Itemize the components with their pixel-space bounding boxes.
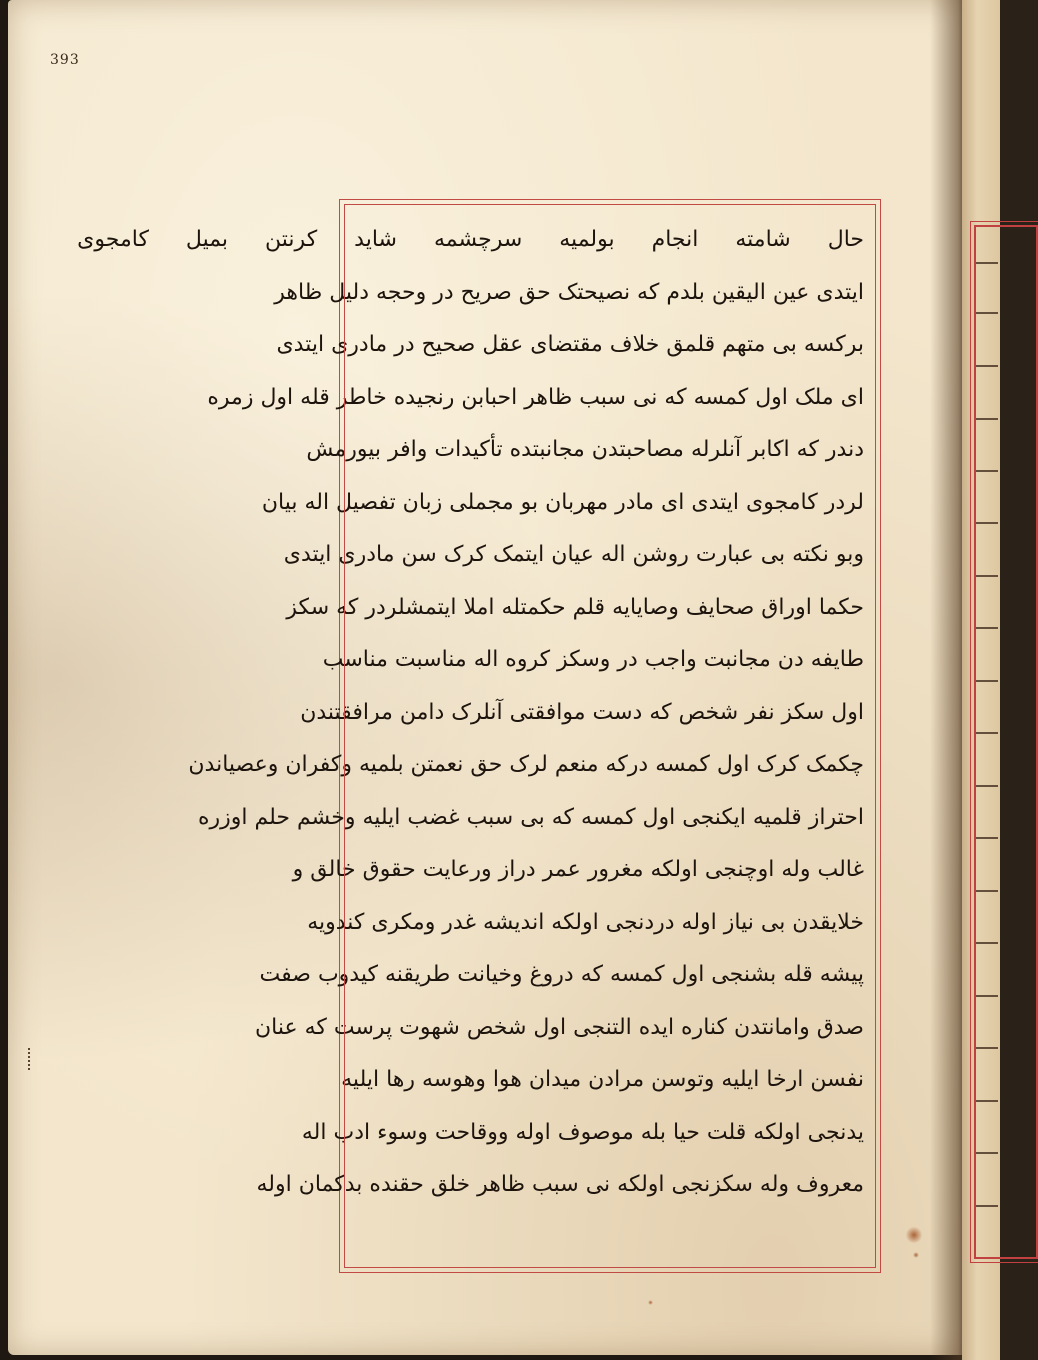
- text-lines: [77, 214, 864, 1262]
- facing-page-line: [976, 1100, 998, 1102]
- facing-page-frame: [974, 225, 1038, 1259]
- text-line: خلایقدن بی نیاز اوله دردنجی اولکه اندیشه غدر ومکری کندویه: [307, 909, 864, 935]
- ink-stain: [913, 1252, 919, 1258]
- facing-page-line: [976, 418, 998, 420]
- facing-page-line: [976, 1152, 998, 1154]
- text-line: غالب وله اوچنجی اولکه مغرور عمر دراز ورعایت حقوق خالق و: [292, 857, 864, 882]
- facing-page-line: [976, 837, 998, 839]
- facing-page-line: [976, 995, 998, 997]
- ink-stain: [906, 1226, 922, 1244]
- text-line: احتراز قلمیه ایکنجی اول کمسه که بی سبب غضب ایلیه وخشم حلم اوزره: [197, 804, 864, 830]
- ink-stain: [648, 1300, 653, 1305]
- facing-page-line: [976, 785, 998, 787]
- facing-page-edge: [962, 0, 1000, 1360]
- facing-page-line: [976, 262, 998, 264]
- folio-number: 393: [50, 52, 80, 68]
- text-line: نفسن ارخا ایلیه وتوسن مرادن میدان هوا وهوسه رها ایلیه: [341, 1067, 864, 1092]
- facing-page-line: [976, 575, 998, 577]
- text-line: صدق وامانتدن کناره ایده التنجی اول شخص شهوت پرست که عنان: [255, 1014, 864, 1040]
- text-frame: [77, 199, 881, 1273]
- facing-page-line: [976, 365, 998, 367]
- text-line: دندر که اکابر آنلرله مصاحبتدن مجانبتده تأکیدات وافر بیورمش: [306, 437, 864, 462]
- facing-page-line: [976, 942, 998, 944]
- facing-page-line: [976, 890, 998, 892]
- text-line: پیشه قله بشنجی اول کمسه که دروغ وخیانت طریقنه کیدوب صفت: [259, 962, 864, 987]
- facing-page-line: [976, 732, 998, 734]
- text-line: حکما اوراق صحایف وصایایه قلم حکمتله املا ایتمشلردر که سکز: [286, 594, 864, 620]
- text-line: طایفه دن مجانبت واجب در وسکز کروه اله مناسبت مناسب: [322, 647, 864, 672]
- text-line: حال شامته انجام بولمیه سرچشمه شاید کرنتن بمیل کامجوی: [77, 227, 864, 252]
- text-line: لردر کامجوی ایتدی ای مادر مهربان بو مجملی زبان تفصیل اله بیان: [261, 489, 864, 515]
- facing-page-line: [976, 522, 998, 524]
- text-line: یدنجی اولکه قلت حیا بله موصوف اوله ووقاحت وسوء ادب اله: [301, 1119, 864, 1145]
- text-line: برکسه بی متهم قلمق خلاف مقتضای عقل صحیح در مادری ایتدی: [276, 332, 864, 357]
- text-line: ای ملک اول کمسه که نی سبب ظاهر احبابن رنجیده خاطر قله اول زمره: [207, 384, 864, 410]
- facing-page-line: [976, 627, 998, 629]
- facing-page-line: [976, 1205, 998, 1207]
- facing-page-line: [976, 312, 998, 314]
- facing-page-line: [976, 680, 998, 682]
- manuscript-page: [8, 0, 964, 1355]
- text-line: معروف وله سکزنجی اولکه نی سبب ظاهر خلق حقنده بدکمان اوله: [256, 1172, 864, 1197]
- text-line: وبو نکته بی عبارت روشن اله عیان ایتمک کرک سن مادری ایتدی: [283, 542, 864, 567]
- text-line: ایتدی عین الیقین بلدم که نصیحتک حق صریح در وحجه دلیل ظاهر: [274, 279, 864, 305]
- text-line: اول سکز نفر شخص که دست موافقتی آنلرک دامن مرافقتندن: [300, 699, 864, 725]
- margin-mark: [28, 1048, 35, 1070]
- facing-page-line: [976, 470, 998, 472]
- facing-page-line: [976, 1047, 998, 1049]
- text-line: چکمک کرک اول کمسه درکه منعم لرک حق نعمتن بلمیه وکفران وعصیاندن: [188, 752, 864, 777]
